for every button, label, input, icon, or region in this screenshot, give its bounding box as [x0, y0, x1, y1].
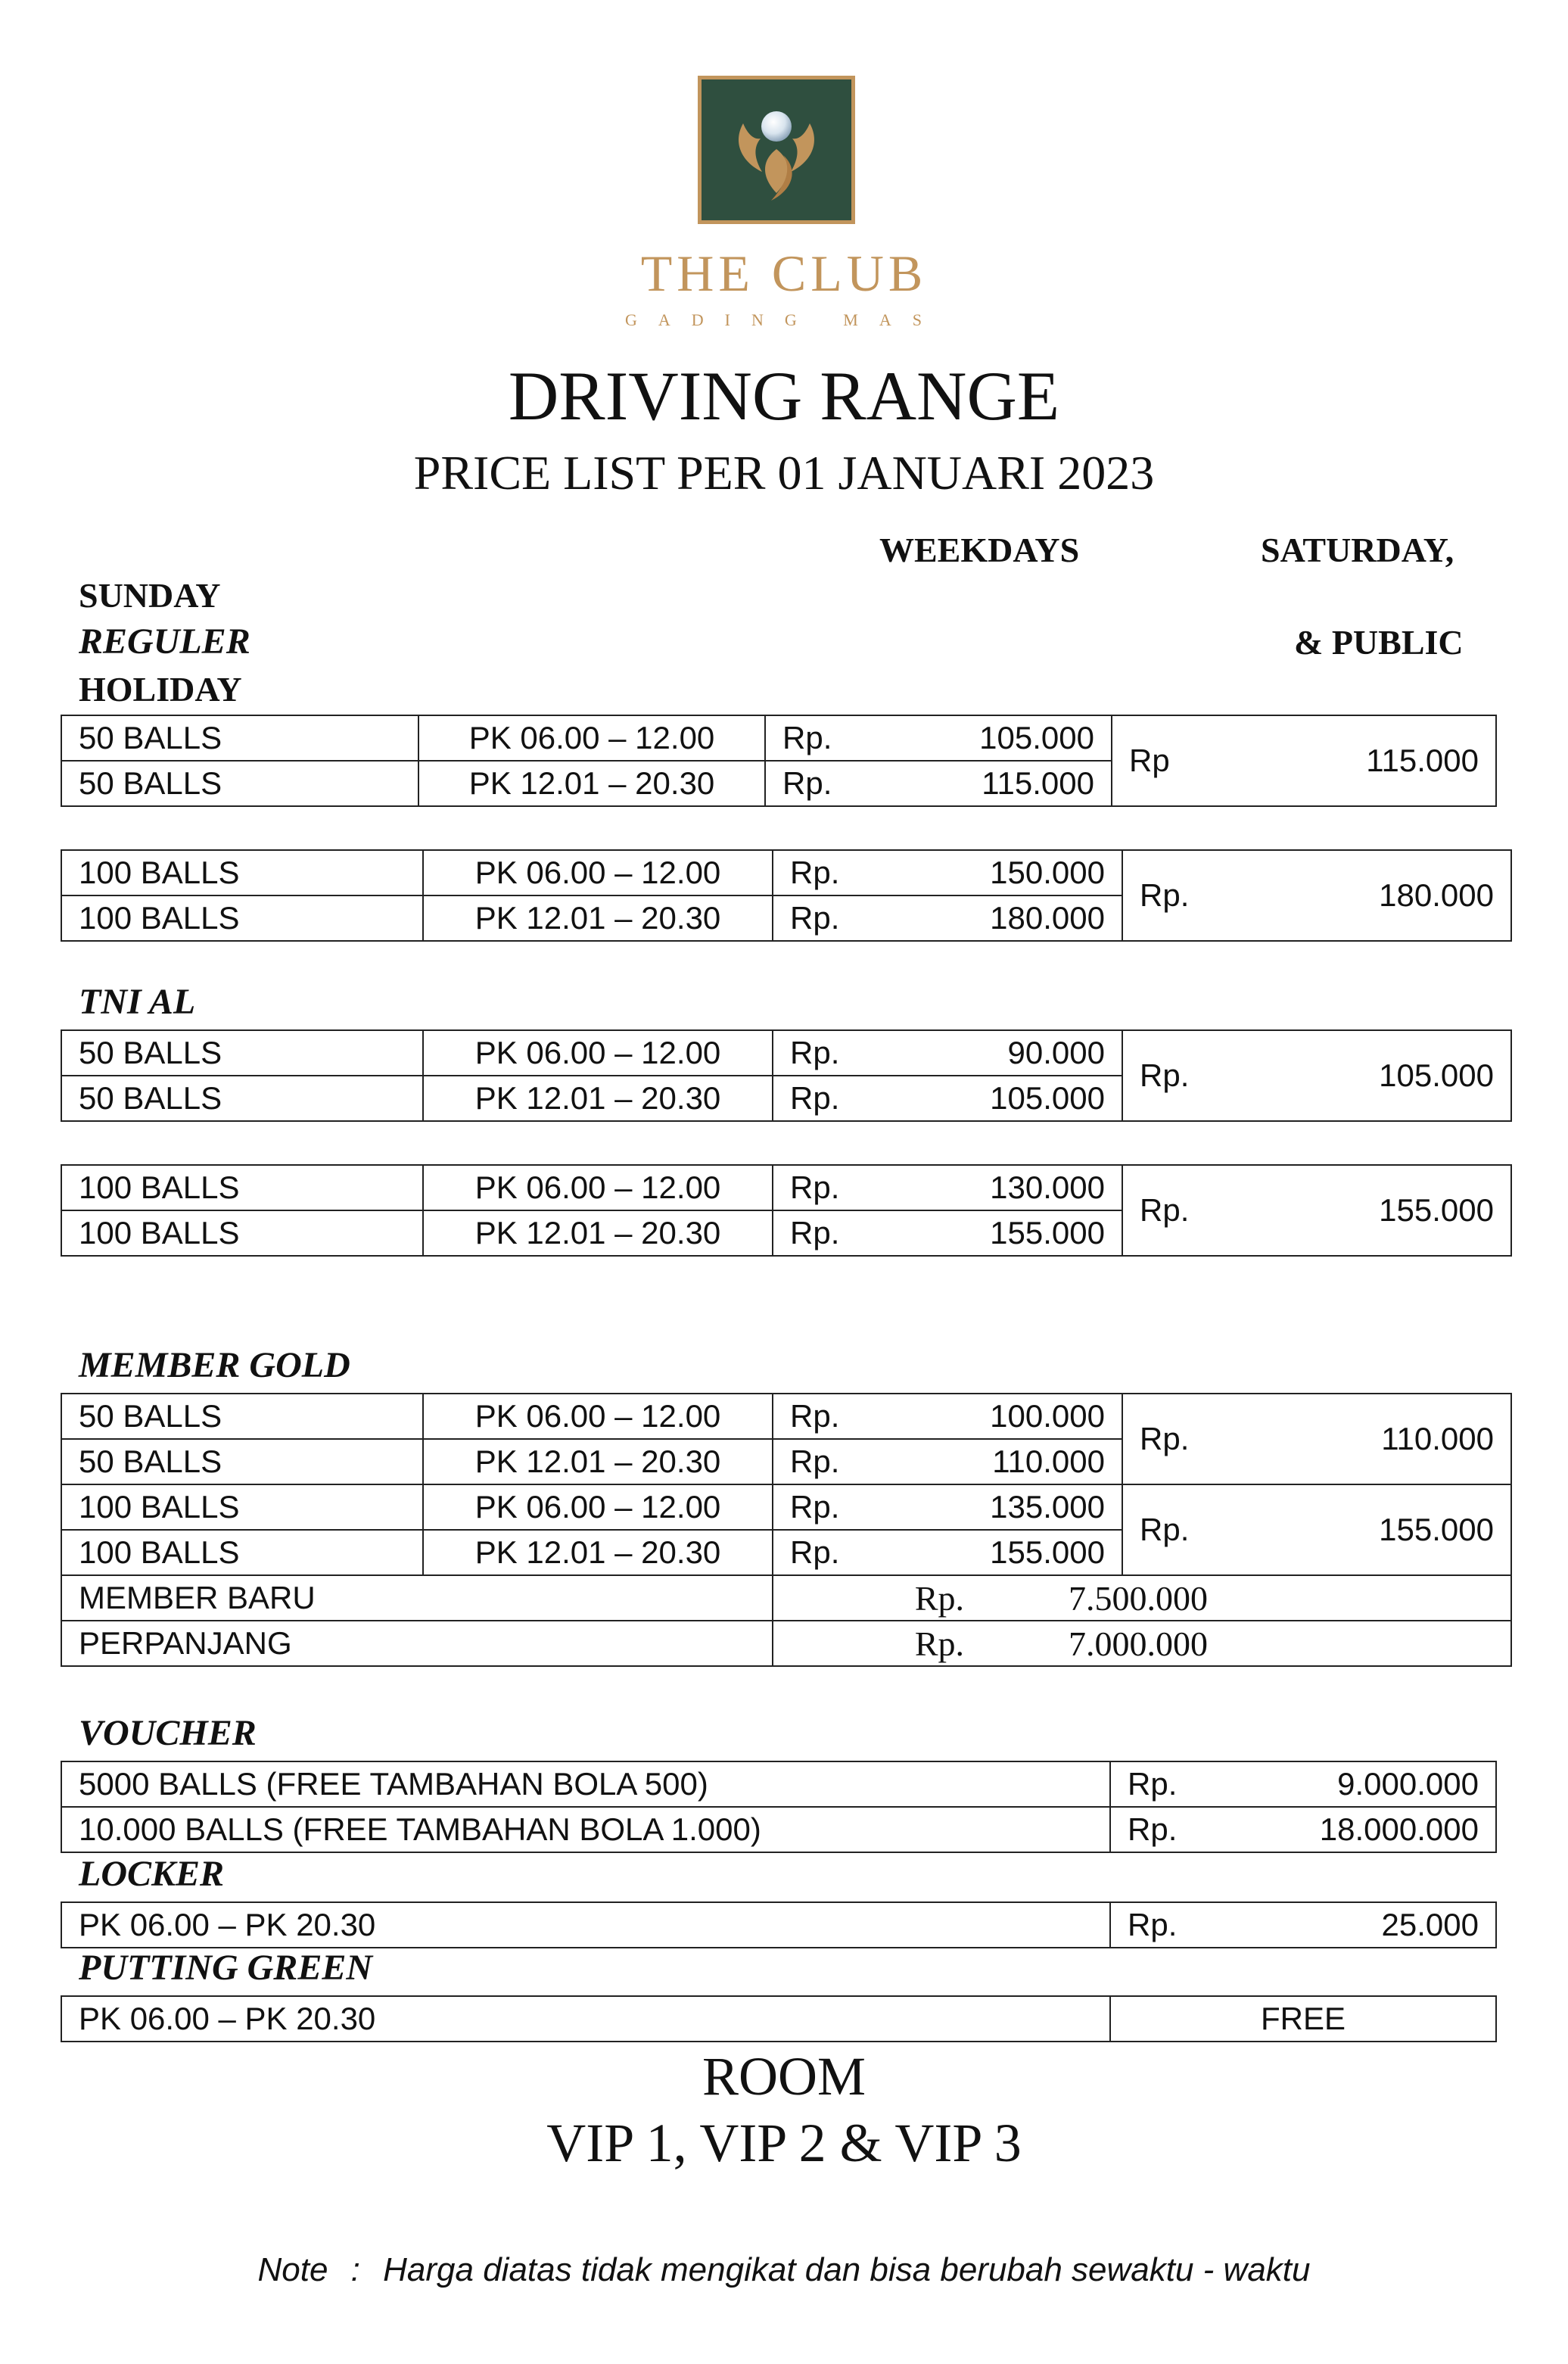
price-value: 105.000 — [979, 720, 1094, 755]
price-cell — [773, 895, 1122, 941]
item-cell: 100 BALLS — [61, 1530, 423, 1575]
price-value: 155.000 — [1379, 1192, 1494, 1228]
item-cell: MEMBER BARU — [61, 1575, 773, 1621]
item-cell: 50 BALLS — [61, 1439, 423, 1484]
price-cell — [773, 1165, 1122, 1210]
weekend-price-cell — [1122, 850, 1511, 941]
item-cell: 100 BALLS — [61, 1165, 423, 1210]
time-cell: PK 12.01 – 20.30 — [418, 761, 765, 806]
time-cell: PK 06.00 – 12.00 — [423, 1484, 773, 1530]
golf-ball-flame-icon — [702, 79, 851, 220]
time-cell: PK 06.00 – 12.00 — [423, 1165, 773, 1210]
table-row — [61, 1761, 1496, 1807]
currency-label: Rp. — [1140, 877, 1190, 913]
currency-label: Rp. — [1128, 1811, 1178, 1847]
table-row — [61, 1621, 1511, 1666]
item-cell: 50 BALLS — [61, 761, 418, 806]
weekend-price-cell — [1122, 1484, 1511, 1575]
price-value: 7.000.000 — [1069, 1624, 1208, 1663]
item-cell: 100 BALLS — [61, 1484, 423, 1530]
price-value: 180.000 — [1379, 877, 1494, 913]
header-public: & PUBLIC — [1294, 623, 1464, 662]
table-row — [61, 1575, 1511, 1621]
price-cell — [773, 1439, 1122, 1484]
price-cell — [773, 1394, 1122, 1439]
price-cell — [773, 1210, 1122, 1256]
price-value: 155.000 — [1379, 1512, 1494, 1547]
time-cell: PK 12.01 – 20.30 — [423, 1439, 773, 1484]
club-logo — [698, 76, 855, 224]
weekend-price-cell — [1122, 1394, 1511, 1484]
section-label-tni-al: TNI AL — [79, 982, 196, 1022]
table-row — [61, 1807, 1496, 1852]
item-cell: PK 06.00 – PK 20.30 — [61, 1902, 1110, 1948]
price-value: 105.000 — [1379, 1057, 1494, 1093]
section-label-reguler: REGULER — [79, 621, 250, 662]
membership-price-cell — [773, 1621, 1511, 1666]
table-row — [61, 850, 1511, 895]
item-cell: 100 BALLS — [61, 895, 423, 941]
locker-table — [61, 1901, 1497, 1948]
reguler-50-balls-table — [61, 715, 1497, 807]
currency-label: Rp. — [790, 1170, 840, 1205]
item-cell: 50 BALLS — [61, 1394, 423, 1439]
item-cell: 10.000 BALLS (FREE TAMBAHAN BOLA 1.000) — [61, 1807, 1110, 1852]
price-cell — [765, 761, 1112, 806]
price-value: 115.000 — [1366, 743, 1479, 778]
price-cell — [1110, 1902, 1496, 1948]
weekend-price-cell — [1112, 715, 1496, 806]
section-label-member-gold: MEMBER GOLD — [79, 1345, 350, 1385]
price-cell: FREE — [1110, 1996, 1496, 2042]
section-label-putting-green: PUTTING GREEN — [79, 1948, 373, 1988]
table-row — [61, 1996, 1496, 2042]
price-value: 130.000 — [990, 1170, 1105, 1205]
header-weekdays: WEEKDAYS — [879, 531, 1080, 569]
item-cell: 50 BALLS — [61, 715, 418, 761]
room-title: ROOM — [702, 2046, 866, 2107]
currency-label: Rp. — [1140, 1057, 1190, 1093]
note-separator: : — [350, 2251, 360, 2288]
table-row — [61, 715, 1496, 761]
currency-label: Rp. — [790, 1035, 840, 1070]
voucher-table — [61, 1761, 1497, 1853]
table-row — [61, 1394, 1511, 1439]
member-gold-table — [61, 1393, 1512, 1667]
item-cell: PK 06.00 – PK 20.30 — [61, 1996, 1110, 2042]
room-list: VIP 1, VIP 2 & VIP 3 — [546, 2113, 1022, 2173]
brand-subname: GADING MAS — [625, 310, 943, 329]
header-saturday: SATURDAY, — [1261, 531, 1454, 569]
header-sunday: SUNDAY — [79, 576, 221, 615]
currency-label: Rp. — [782, 720, 832, 755]
price-cell — [773, 850, 1122, 895]
time-cell: PK 12.01 – 20.30 — [423, 1530, 773, 1575]
price-value: 25.000 — [1381, 1907, 1479, 1942]
price-cell — [773, 1484, 1122, 1530]
currency-label: Rp. — [790, 855, 840, 890]
tni-50-balls-table — [61, 1029, 1512, 1122]
table-row — [61, 1902, 1496, 1948]
currency-label: Rp. — [914, 1578, 964, 1618]
currency-label: Rp. — [790, 1080, 840, 1116]
page-title: DRIVING RANGE — [508, 357, 1060, 434]
item-cell: PERPANJANG — [61, 1621, 773, 1666]
currency-label: Rp. — [1128, 1766, 1178, 1802]
currency-label: Rp. — [1140, 1192, 1190, 1228]
note-label: Note — [257, 2251, 328, 2288]
price-cell — [1110, 1807, 1496, 1852]
price-value: 9.000.000 — [1337, 1766, 1479, 1802]
time-cell: PK 06.00 – 12.00 — [423, 1030, 773, 1076]
price-cell — [773, 1530, 1122, 1575]
weekend-price-cell — [1122, 1030, 1511, 1121]
header-holiday: HOLIDAY — [79, 670, 242, 709]
item-cell: 100 BALLS — [61, 1210, 423, 1256]
table-row — [61, 1165, 1511, 1210]
time-cell: PK 06.00 – 12.00 — [418, 715, 765, 761]
currency-label: Rp. — [790, 900, 840, 936]
price-value: 100.000 — [990, 1398, 1105, 1434]
section-label-locker: LOCKER — [79, 1854, 225, 1894]
price-value: 155.000 — [990, 1534, 1105, 1570]
weekend-price-cell — [1122, 1165, 1511, 1256]
price-value: 135.000 — [990, 1489, 1105, 1525]
item-cell: 100 BALLS — [61, 850, 423, 895]
price-value: 150.000 — [990, 855, 1105, 890]
currency-label: Rp. — [1140, 1512, 1190, 1547]
time-cell: PK 12.01 – 20.30 — [423, 1210, 773, 1256]
currency-label: Rp. — [1140, 1421, 1190, 1456]
reguler-100-balls-table — [61, 849, 1512, 942]
price-value: 105.000 — [990, 1080, 1105, 1116]
item-cell: 50 BALLS — [61, 1030, 423, 1076]
currency-label: Rp — [1129, 743, 1170, 778]
price-cell — [773, 1076, 1122, 1121]
table-row — [61, 1030, 1511, 1076]
time-cell: PK 12.01 – 20.30 — [423, 1076, 773, 1121]
currency-label: Rp. — [790, 1215, 840, 1251]
membership-price-cell — [773, 1575, 1511, 1621]
time-cell: PK 06.00 – 12.00 — [423, 850, 773, 895]
time-cell: PK 06.00 – 12.00 — [423, 1394, 773, 1439]
currency-label: Rp. — [790, 1398, 840, 1434]
tni-100-balls-table — [61, 1164, 1512, 1257]
time-cell: PK 12.01 – 20.30 — [423, 895, 773, 941]
price-cell — [1110, 1761, 1496, 1807]
brand-name: THE CLUB — [640, 244, 928, 302]
price-value: 180.000 — [990, 900, 1105, 936]
item-cell: 5000 BALLS (FREE TAMBAHAN BOLA 500) — [61, 1761, 1110, 1807]
section-label-voucher: VOUCHER — [79, 1713, 257, 1753]
table-row — [61, 1484, 1511, 1530]
currency-label: Rp. — [790, 1534, 840, 1570]
price-value: 115.000 — [982, 765, 1094, 801]
price-value: 7.500.000 — [1069, 1578, 1208, 1618]
currency-label: Rp. — [790, 1444, 840, 1479]
currency-label: Rp. — [914, 1624, 964, 1663]
price-value: 110.000 — [1381, 1421, 1494, 1456]
price-cell — [765, 715, 1112, 761]
footer-note — [0, 2251, 1568, 2289]
note-text: Harga diatas tidak mengikat dan bisa berubah sewaktu - waktu — [383, 2251, 1311, 2288]
putting-green-table — [61, 1995, 1497, 2042]
price-value: 90.000 — [1007, 1035, 1105, 1070]
currency-label: Rp. — [782, 765, 832, 801]
price-value: 18.000.000 — [1319, 1811, 1479, 1847]
currency-label: Rp. — [790, 1489, 840, 1525]
item-cell: 50 BALLS — [61, 1076, 423, 1121]
price-cell — [773, 1030, 1122, 1076]
page-subtitle: PRICE LIST PER 01 JANUARI 2023 — [413, 446, 1155, 500]
currency-label: Rp. — [1128, 1907, 1178, 1942]
price-value: 110.000 — [992, 1444, 1105, 1479]
price-value: 155.000 — [990, 1215, 1105, 1251]
